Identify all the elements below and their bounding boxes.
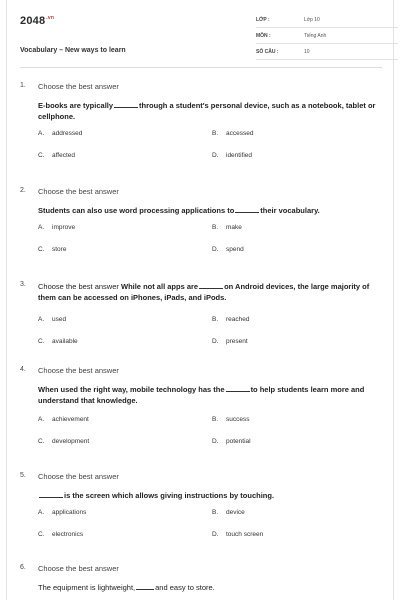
option-b[interactable]: B. make xyxy=(212,224,242,231)
answer-blank xyxy=(114,101,138,108)
question-instruction: Choose the best answer xyxy=(38,82,119,91)
option-d[interactable]: D. present xyxy=(212,338,248,345)
question-1 xyxy=(20,82,382,174)
answer-blank xyxy=(199,282,223,289)
option-d[interactable]: D. touch screen xyxy=(212,531,264,538)
meta-label: MÔN : xyxy=(256,33,271,39)
question-number: 2. xyxy=(20,187,26,194)
answer-options xyxy=(38,224,382,268)
worksheet-title: Vocabulary – New ways to learn xyxy=(20,47,126,54)
question-3 xyxy=(20,281,382,360)
answer-options xyxy=(38,130,382,174)
question-text: Students can also use word processing applications to their vocabulary. xyxy=(38,206,320,215)
option-b[interactable]: B. success xyxy=(212,416,250,423)
site-logo[interactable]: $2048^{.vn}$ xyxy=(20,15,55,27)
option-b[interactable]: B. device xyxy=(212,509,245,516)
question-5 xyxy=(20,472,382,553)
question-instruction: Choose the best answer xyxy=(38,187,119,196)
answer-options xyxy=(38,416,382,460)
answer-blank xyxy=(226,385,250,392)
option-d[interactable]: D. spend xyxy=(212,246,244,253)
question-number: 5. xyxy=(20,472,26,479)
question-instruction: Choose the best answer xyxy=(38,564,119,573)
meta-row-count xyxy=(256,46,398,60)
meta-row-subject xyxy=(256,30,398,44)
option-d[interactable]: D. identified xyxy=(212,152,253,159)
option-a[interactable]: A. addressed xyxy=(38,130,83,137)
meta-value: Tiếng Anh xyxy=(304,33,327,39)
option-c[interactable]: C. available xyxy=(38,338,78,345)
page-left-edge xyxy=(6,0,7,600)
question-number: 1. xyxy=(20,82,26,89)
answer-blank xyxy=(39,491,63,498)
worksheet-header xyxy=(20,14,382,70)
meta-value: Lớp 10 xyxy=(304,17,320,23)
answer-options xyxy=(38,509,382,553)
option-c[interactable]: C. development xyxy=(38,438,90,445)
option-a[interactable]: A. applications xyxy=(38,509,87,516)
question-text: is the screen which allows giving instructions by touching. xyxy=(38,490,382,501)
option-c[interactable]: C. store xyxy=(38,246,67,253)
header-divider xyxy=(20,67,382,68)
option-c[interactable]: C. electronics xyxy=(38,531,84,538)
option-a[interactable]: A. achievement xyxy=(38,416,89,423)
question-text: When used the right way, mobile technology has the to help students learn more and understand that knowledge. xyxy=(38,385,365,405)
question-text: E-books are typically through a student's personal device, such as a notebook, tablet or cellphone. xyxy=(38,101,376,121)
option-b[interactable]: B. accessed xyxy=(212,130,254,137)
question-number: 4. xyxy=(20,366,26,373)
answer-options xyxy=(38,316,382,360)
answer-blank xyxy=(235,206,259,213)
meta-row-class xyxy=(256,14,398,28)
question-text: The equipment is lightweight, and easy to store. xyxy=(38,583,215,592)
option-d[interactable]: D. potential xyxy=(212,438,251,445)
question-number: 6. xyxy=(20,564,26,571)
option-b[interactable]: B. reached xyxy=(212,316,250,323)
answer-blank xyxy=(136,583,154,590)
option-c[interactable]: C. affected xyxy=(38,152,76,159)
page-right-edge xyxy=(393,0,394,600)
worksheet-meta xyxy=(256,14,398,62)
question-6 xyxy=(20,564,382,593)
question-instruction: Choose the best answer xyxy=(38,472,119,481)
question-number: 3. xyxy=(20,281,26,288)
question-4 xyxy=(20,366,382,460)
question-instruction: Choose the best answer xyxy=(38,366,119,375)
question-2 xyxy=(20,187,382,268)
option-a[interactable]: A. used xyxy=(38,316,67,323)
meta-label: SỐ CÂU : xyxy=(256,49,279,55)
option-a[interactable]: A. improve xyxy=(38,224,76,231)
meta-label: LỚP : xyxy=(256,17,270,23)
question-text: Choose the best answer While not all apps are on Android devices, the large majority of them can be accessed on iPhones, iPads, and iPods. xyxy=(38,282,370,302)
meta-value: 10 xyxy=(304,49,310,55)
